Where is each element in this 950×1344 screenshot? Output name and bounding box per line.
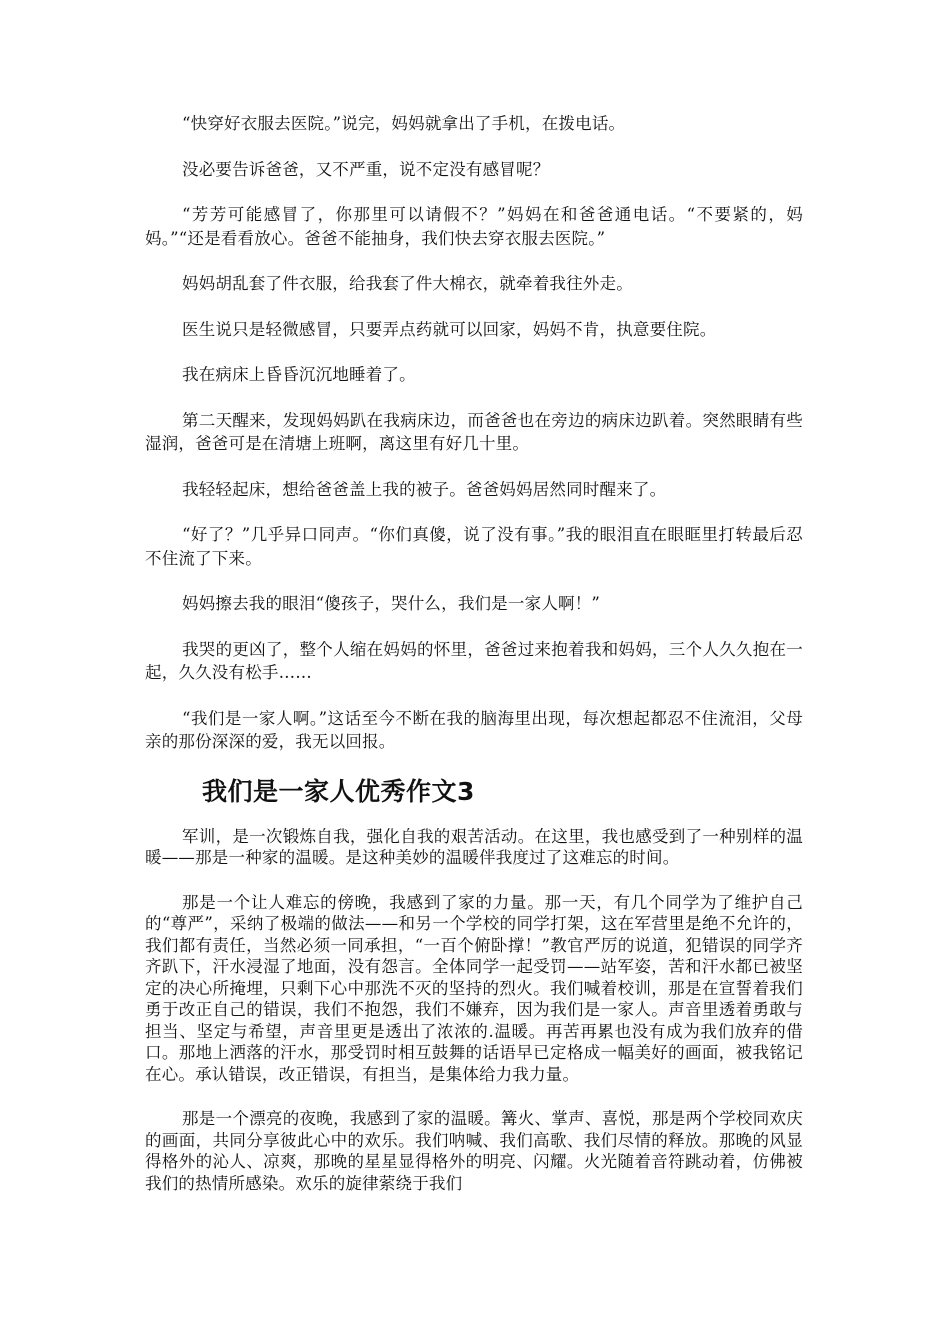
paragraph: 妈妈擦去我的眼泪“傻孩子，哭什么，我们是一家人啊！” — [182, 594, 601, 613]
paragraph: “我们是一家人啊。”这话至今不断在我的脑海里出现，每次想起都忍不住流泪，父母亲的那份深深的爱，我无以回报。 — [145, 708, 803, 751]
paragraph: “快穿好衣服去医院。”说完，妈妈就拿出了手机，在拨电话。 — [182, 114, 626, 133]
paragraph: “芳芳可能感冒了，你那里可以请假不？”妈妈在和爸爸通电话。“不要紧的，妈妈。”“还是看看放心。爸爸不能抽身，我们快去穿衣服去医院。” — [145, 205, 803, 248]
paragraph: 我哭的更凶了，整个人缩在妈妈的怀里，爸爸过来抱着我和妈妈，三个人久久抱在一起，久久没有松手…… — [145, 639, 803, 682]
document-page — [145, 112, 803, 1217]
paragraph: 第二天醒来，发现妈妈趴在我病床边，而爸爸也在旁边的病床边趴着。突然眼睛有些湿润，爸爸可是在清塘上班啊，离这里有好几十里。 — [145, 410, 803, 453]
paragraph: 那是一个漂亮的夜晚，我感到了家的温暖。篝火、掌声、喜悦，那是两个学校同欢庆的画面，共同分享彼此心中的欢乐。我们呐喊、我们高歌、我们尽情的释放。那晚的风显得格外的沁人、凉爽，那晚的星星显得格外的明亮、闪耀。火光随着音符跳动着，仿佛被我们的热情所感染。欢乐的旋律萦绕于我们 — [145, 1109, 803, 1193]
paragraph: 妈妈胡乱套了件衣服，给我套了件大棉衣，就牵着我往外走。 — [182, 274, 633, 293]
paragraph: 医生说只是轻微感冒，只要弄点药就可以回家，妈妈不肯，执意要住院。 — [182, 319, 717, 339]
paragraph: 没必要告诉爸爸，又不严重，说不定没有感冒呢？ — [182, 159, 550, 179]
paragraph: 军训，是一次锻炼自我，强化自我的艰苦活动。在这里，我也感受到了一种别样的温暖——那是一种家的温暖。是这种美妙的温暖伴我度过了这难忘的时间。 — [145, 826, 803, 867]
section-heading: 我们是一家人优秀作文3 — [202, 776, 475, 806]
paragraph: 我轻轻起床，想给爸爸盖上我的被子。爸爸妈妈居然同时醒来了。 — [182, 479, 667, 499]
paragraph: “好了？”几乎异口同声。“你们真傻，说了没有事。”我的眼泪直在眼眶里打转最后忍不住流了下来。 — [145, 525, 803, 568]
paragraph: 我在病床上昏昏沉沉地睡着了。 — [182, 365, 416, 384]
paragraph: 那是一个让人难忘的傍晚，我感到了家的力量。那一天，有几个同学为了维护自己的“尊严”，采纳了极端的做法——和另一个学校的同学打架，这在军营里是绝不允许的，我们都有责任，当然必须一同承担，“一百个俯卧撑！”教官严厉的说道，犯错误的同学齐齐趴下，汗水浸湿了地面，没有怨言。全体同学一起受罚——站军姿，苦和汗水都已被坚定的决心所掩埋，只剩下心中那洗不灭的坚持的烈火。我们喊着校训，那是在宣誓着我们勇于改正自己的错误，我们不抱怨，我们不嫌弃，因为我们是一家人。声音里透着勇敢与担当、坚定与希望，声音里更是透出了浓浓的.温暖。再苦再累也没有成为我们放弃的借口。那地上洒落的汗水，那受罚时相互鼓舞的话语早已定格成一幅美好的画面，被我铭记在心。承认错误，改正错误，有担当，是集体给力我力量。 — [145, 892, 803, 1084]
